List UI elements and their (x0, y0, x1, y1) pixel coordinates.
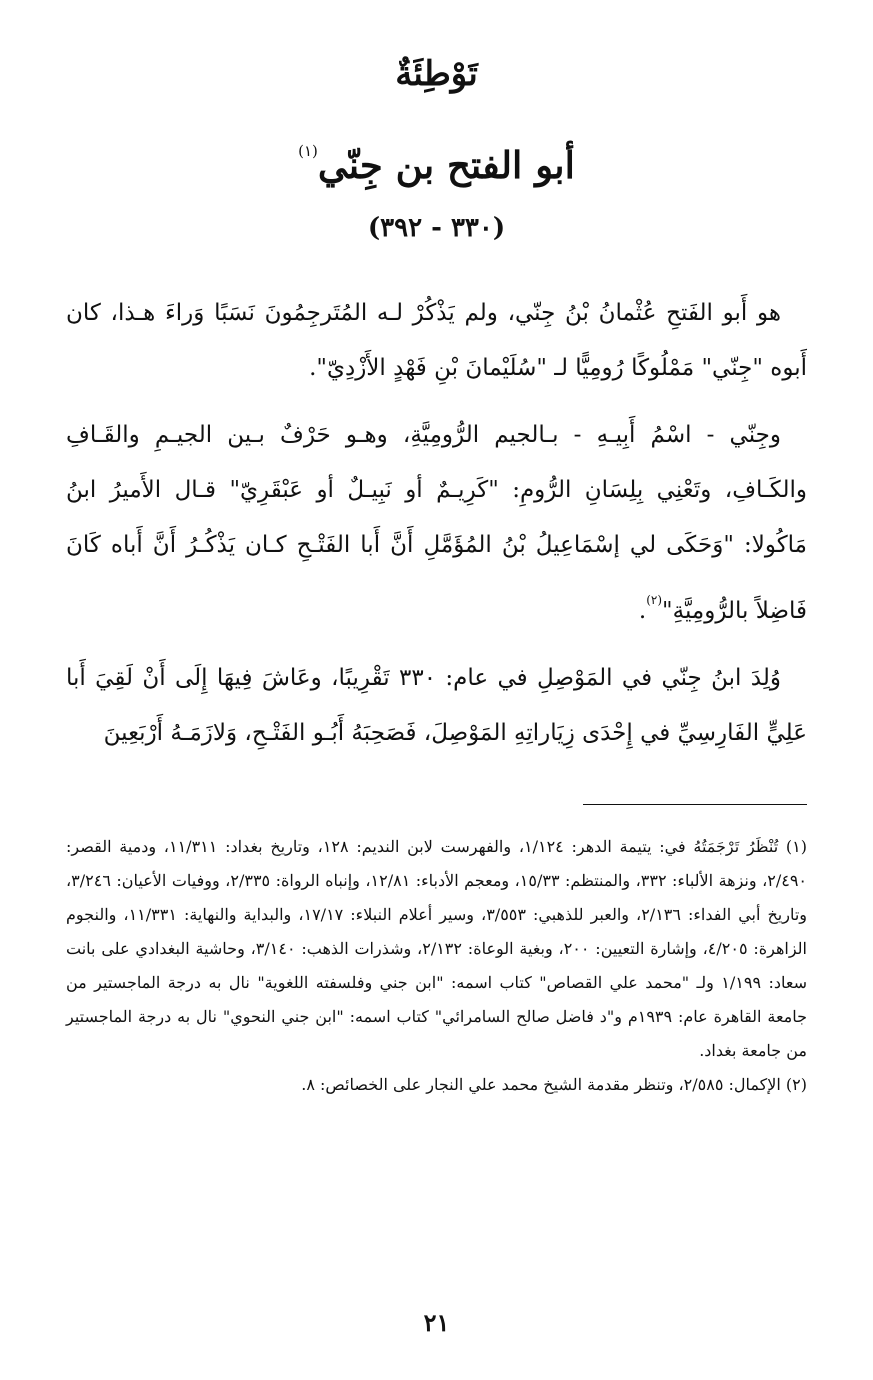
page-title: تَوْطِئَةٌ (395, 54, 478, 94)
footnote-divider (583, 804, 807, 805)
paragraph-text: وُلِدَ ابنُ جِنّي في المَوْصِلِ في عام: ٣٣٠ تَقْرِيبًا، وعَاشَ فِيهَا إِلَى أَنْ لَقِيَ أَبا عَلِيٍّ الفَارِسِيِّ في إِحْدَى زِيَاراتِهِ المَوْصِلَ، فَصَحِبَهُ أَبُـو الفَتْـحِ، وَلازَمَـهُ أَرْبَعِينَ (66, 665, 807, 746)
paragraph (66, 286, 807, 396)
paragraph-text: هو أَبو الفَتحِ عُثْمانُ بْنُ جِنّي، ولم يَذْكُرْ لـه المُتَرجِمُونَ نَسَبًا وَراءَ هـذا، كان أَبوه "جِنّي" مَمْلُوكًا رُومِيًّا لـ "سُلَيْمانَ بْنِ فَهْدٍ الأَزْدِيّ". (66, 300, 807, 381)
life-dates: (٣٣٠ - ٣٩٢) (367, 213, 506, 243)
footnotes (66, 830, 807, 1102)
main-text (66, 286, 807, 773)
chapter-heading-text: أبو الفتح بن جِنّي (317, 143, 575, 187)
paragraph-end: . (638, 598, 647, 624)
footnote-marker: (١) (298, 142, 318, 160)
paragraph (66, 408, 807, 639)
page-number: ٢١ (423, 1308, 450, 1337)
footnote: (١) تُنْظَرُ تَرْجَمَتُهُ في: يتيمة الدهر: ١/١٢٤، والفهرست لابن النديم: ١٢٨، وتاريخ بغداد: ١١/٣١١، ودمية القصر: ٢/٤٩٠، ونزهة الألباء: ٣٣٢، والمنتظم: ١٥/٣٣، ومعجم الأدباء: ١٢/٨١، وإنباه الرواة: ٢/٣٣٥، ووفيات الأعيان: ٣/٢٤٦، وتاريخ أبي الفداء: ٢/١٣٦، والعبر للذهبي: ٣/٥٥٣، وسير أعلام النبلاء: ١٧/١٧، والبداية والنهاية: ١١/٣٣١، والنجوم الزاهرة: ٤/٢٠٥، وإشارة التعيين: ٢٠٠، وبغية الوعاة: ٢/١٣٢، وشذرات الذهب: ٣/١٤٠، وحاشية البغدادي على بانت سعاد: ١/١٩٩ ولـ "محمد علي القصاص" كتاب اسمه: "ابن جني وفلسفته اللغوية" نال به درجة الماجستير من جامعة القاهرة عام: ١٩٣٩م و"د فاضل صالح السامرائي" كتاب اسمه: "ابن جني النحوي" نال به درجة الماجستير من جامعة بغداد. (66, 837, 808, 1060)
paragraph (66, 651, 807, 761)
footnote-marker: (٢) (646, 593, 663, 607)
footnote: (٢) الإكمال: ٢/٥٨٥، وتنظر مقدمة الشيخ محمد علي النجار على الخصائص: ٨. (301, 1075, 807, 1094)
chapter-heading (0, 126, 873, 190)
paragraph-text: وجِنّي - اسْمُ أَبِيـهِ - بـالجيم الرُّومِيَّةِ، وهـو حَرْفٌ بـين الجيـمِ والقَـافِ والكَـافِ، وتَعْنِي بِلِسَانِ الرُّومِ: "كَرِيـمٌ أو نَبِيـلٌ أو عَبْقَرِيّ" قـال الأَميرُ ابنُ مَاكُولا: "وَحَكَى لي إسْمَاعِيلُ بْنُ المُؤَمَّلِ أَنَّ أَبا الفَتْـحِ كـان يَذْكُـرُ أَنَّ أَباه كَانَ فَاضِلاً بالرُّومِيَّةِ" (66, 422, 807, 624)
